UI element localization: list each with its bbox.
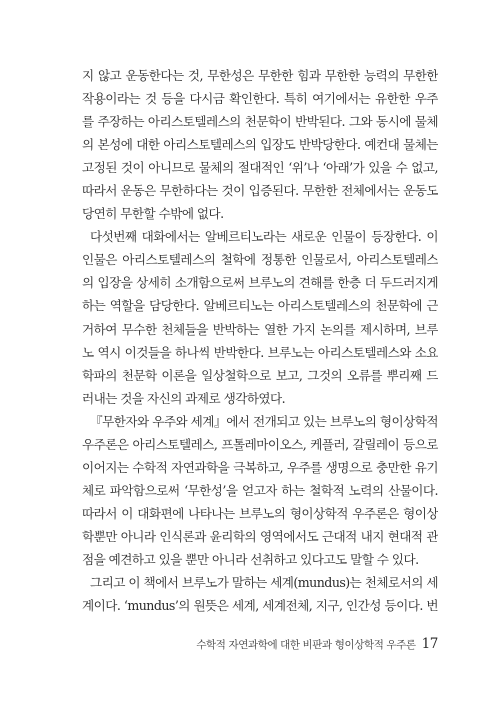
text-line: 우주론은 아리스토텔레스, 프톨레마이오스, 케플러, 갈릴레이 등으로 [82,436,438,452]
page-number: 17 [421,636,438,652]
text-line: 의 입장을 상세히 소개함으로써 브루노의 견해를 한층 더 두드러지게 [82,275,438,291]
text-line: 를 주장하는 아리스토텔레스의 천문학이 반박된다. 그와 동시에 물체 [82,114,438,130]
text-line: 체로 파악함으로써 ‘무한성’을 얻고자 하는 철학적 노력의 산물이다. [82,482,438,498]
body-text [82,64,438,617]
text-line: 따라서 이 대화편에 나타나는 브루노의 형이상학적 우주론은 형이상 [82,505,438,521]
text-line: 러내는 것을 자신의 과제로 생각하였다. [82,390,286,406]
text-line: 거하여 무수한 천체들을 반박하는 열한 가지 논의를 제시하며, 브루 [82,321,438,337]
text-line: 노 역시 이것들을 하나씩 반박한다. 브루노는 아리스토텔레스와 소요 [82,344,438,360]
text-line: 계이다. ‘mundus’의 원뜻은 세계, 세계전체, 지구, 인간성 등이다. 번 [82,598,438,614]
page-footer [196,636,438,652]
text-line: 인물은 아리스토텔레스의 철학에 정통한 인물로서, 아리스토텔레스 [82,252,438,268]
text-line: 학파의 천문학 이론을 일상철학으로 보고, 그것의 오류를 뿌리째 드 [82,367,438,383]
text-line: 당연히 무한할 수밖에 없다. [82,206,224,222]
text-line: 의 본성에 대한 아리스토텔레스의 입장도 반박당한다. 예컨대 물체는 [82,137,438,153]
text-line: 학뿐만 아니라 인식론과 윤리학의 영역에서도 근대적 내지 현대적 관 [82,528,438,544]
text-line: 점을 예견하고 있을 뿐만 아니라 선취하고 있다고도 말할 수 있다. [82,551,419,567]
text-line: 작용이라는 것 등을 다시금 확인한다. 특히 여기에서는 유한한 우주 [82,91,438,107]
text-line: 다섯번째 대화에서는 알베르티노라는 새로운 인물이 등장한다. 이 [90,229,438,245]
text-line: 따라서 운동은 무한하다는 것이 입증된다. 무한한 전체에서는 운동도 [82,183,438,199]
text-line: 지 않고 운동한다는 것, 무한성은 무한한 힘과 무한한 능력의 무한한 [82,68,438,83]
text-line: 그리고 이 책에서 브루노가 말하는 세계(mundus)는 천체로서의 세 [90,575,438,591]
text-line: 이어지는 수학적 자연과학을 극복하고, 우주를 생명으로 충만한 유기 [82,459,438,475]
text-line: 하는 역할을 담당한다. 알베르티노는 아리스토텔레스의 천문학에 근 [82,298,438,314]
text-line: 고정된 것이 아니므로 물체의 절대적인 ‘위’나 ‘아래’가 있을 수 없고, [82,160,438,176]
running-title: 수학적 자연과학에 대한 비판과 형이상학적 우주론 [196,639,416,651]
text-line: 『무한자와 우주와 세계』에서 전개되고 있는 브루노의 형이상학적 [90,413,438,429]
